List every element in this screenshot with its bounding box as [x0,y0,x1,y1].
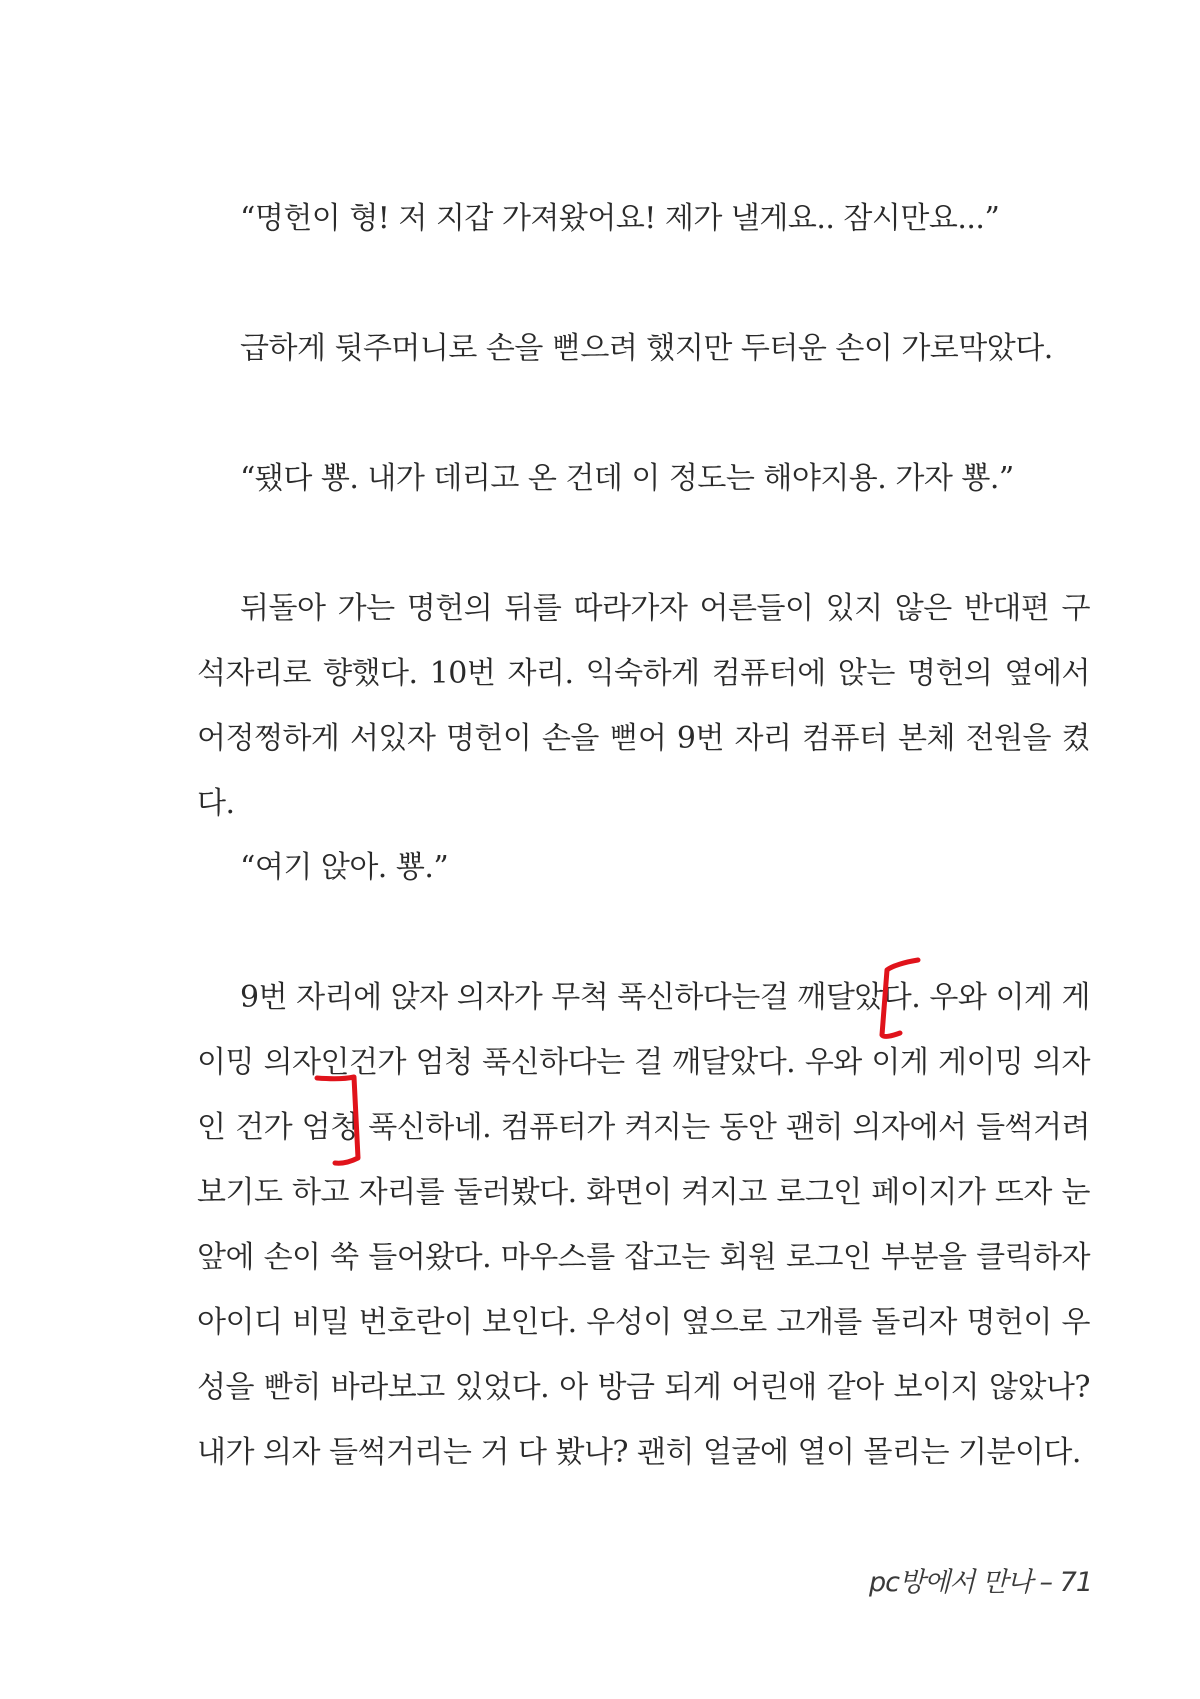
paragraph-6: 9번 자리에 앉자 의자가 무척 푹신하다는걸 깨달았다. 우와 이게 게이밍 의자인건가 엄청 푹신하다는 걸 깨달았다. 우와 이게 게이밍 의자인 건가 엄청 푹신하네. 컴퓨터가 켜지는 동안 괜히 의자에서 들썩거려 보기도 하고 자리를 둘러봤다. 화면이 켜지고 로그인 페이지가 뜨자 눈앞에 손이 쑥 들어왔다. 마우스를 잡고는 회원 로그인 부분을 클릭하자 아이디 비밀 번호란이 보인다. 우성이 옆으로 고개를 돌리자 명헌이 우성을 빤히 바라보고 있었다. 아 방금 되게 어린애 같아 보이지 않았나? 내가 의자 들썩거리는 거 다 봤나? 괜히 얼굴에 열이 몰리는 기분이다. [197,980,1090,1470]
paragraph-3: “됐다 뿅. 내가 데리고 온 건데 이 정도는 해야지용. 가자 뿅.” [240,461,1014,496]
paragraph-4: 뒤돌아 가는 명헌의 뒤를 따라가자 어른들이 있지 않은 반대편 구석자리로 향했다. 10번 자리. 익숙하게 컴퓨터에 앉는 명헌의 옆에서 어정쩡하게 서있자 명헌이 손을 뻗어 9번 자리 컴퓨터 본체 전원을 켰다. [197,591,1090,821]
paragraph-1: “명헌이 형! 저 지갑 가져왔어요! 제가 낼게요.. 잠시만요...” [240,201,1000,236]
page-footer: pc방에서 만나 – 71 [869,1567,1092,1598]
paragraph-5: “여기 앉아. 뿅.” [240,850,449,885]
paragraph-2: 급하게 뒷주머니로 손을 뻗으려 했지만 두터운 손이 가로막았다. [240,331,1053,366]
